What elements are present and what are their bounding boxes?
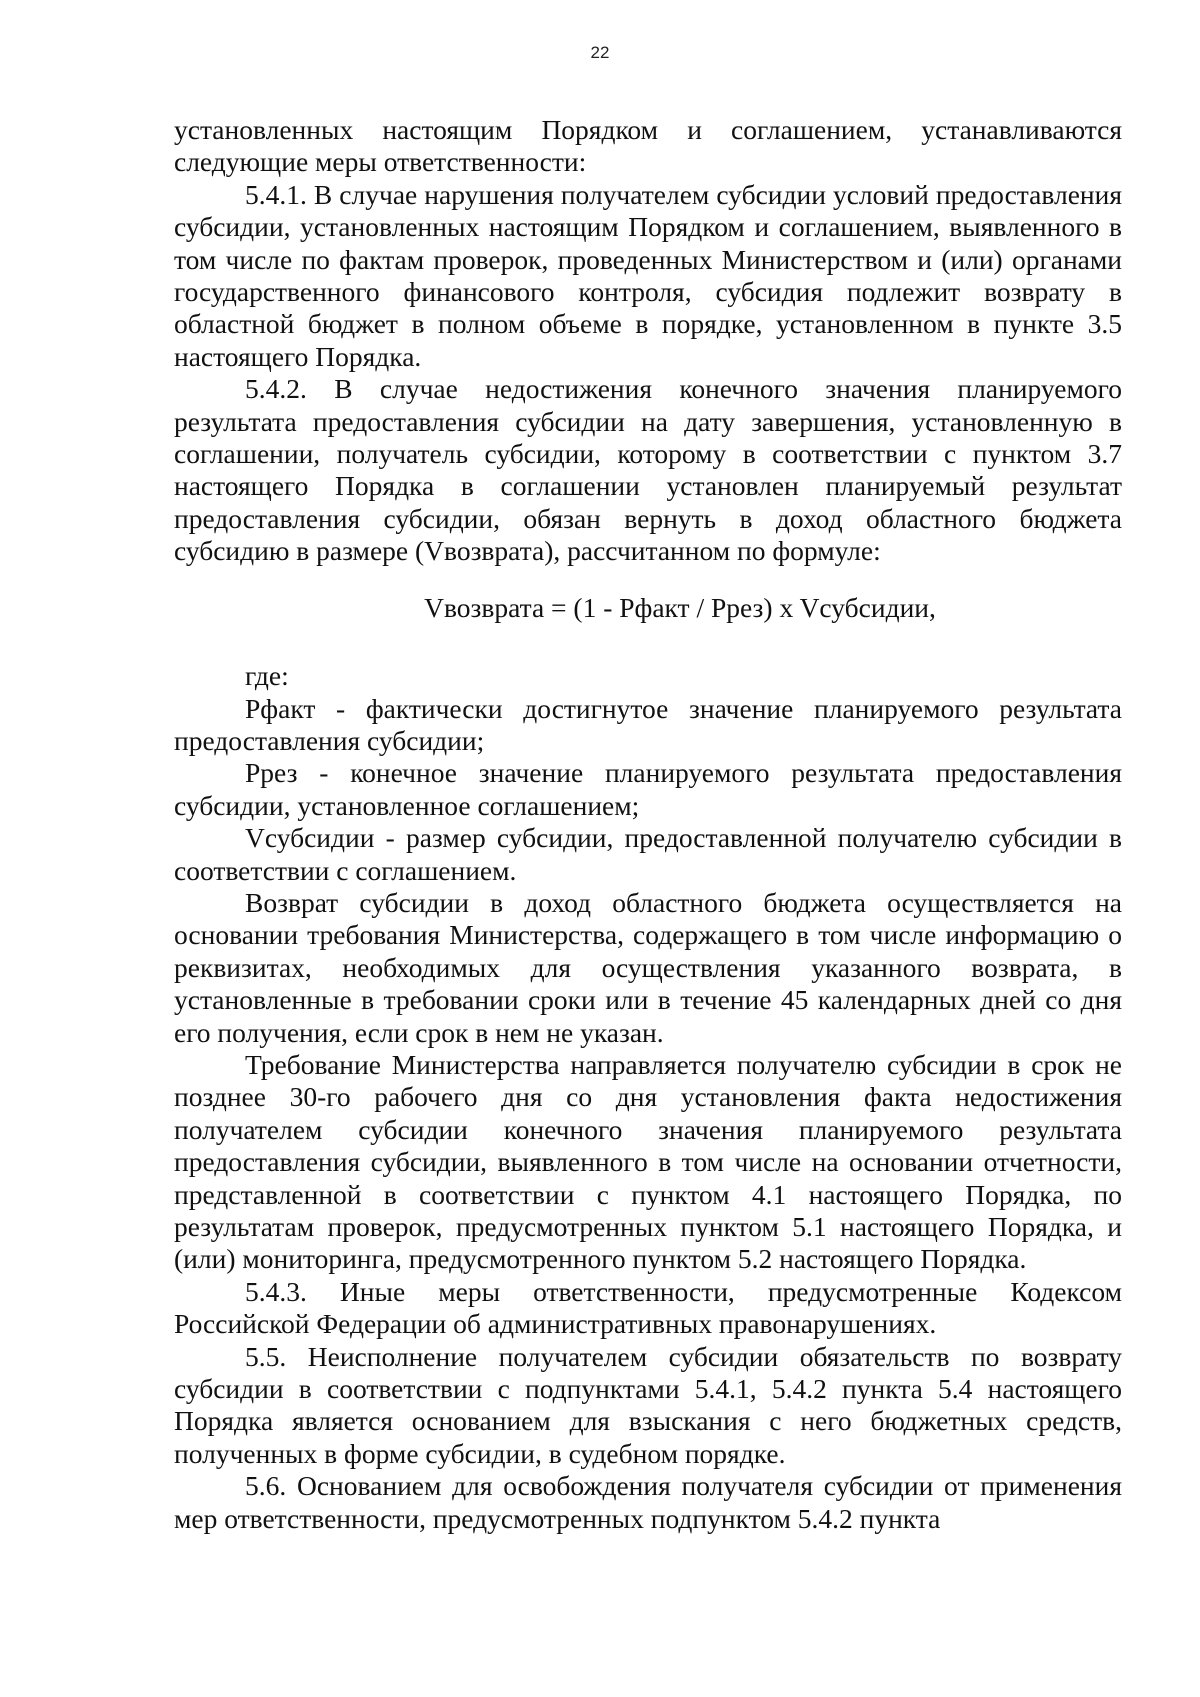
definition-p-rez: Pрез - конечное значение планируемого результата предоставления субсидии, установленное соглашением; — [174, 757, 1122, 821]
paragraph-5-6: 5.6. Основанием для освобождения получателя субсидии от применения мер ответственности, предусмотренных подпунктом 5.4.2 пункта — [174, 1470, 1122, 1534]
definition-p-fact: Pфакт - фактически достигнутое значение планируемого результата предоставления субсидии; — [174, 692, 1122, 756]
paragraph-5-5: 5.5. Неисполнение получателем субсидии обязательств по возврату субсидии в соответствии с подпунктами 5.4.1, 5.4.2 пункта 5.4 настоящего Порядка является основанием для взыскания с него бюджетных средств, полученных в форме субсидии, в судебном порядке. — [174, 1340, 1122, 1469]
paragraph-5-4-3: 5.4.3. Иные меры ответственности, предусмотренные Кодексом Российской Федерации об административных правонарушениях. — [174, 1275, 1122, 1340]
paragraph-5-4-1: 5.4.1. В случае нарушения получателем субсидии условий предоставления субсидии, установленных настоящим Порядком и соглашением, выявленного в том числе по фактам проверок, проведенных Министерством и (или) органами государственного финансового контроля, субсидия подлежит возврату в областной бюджет в полном объеме в порядке, установленном в пункте 3.5 настоящего Порядка. — [174, 178, 1122, 372]
page-number: 22 — [590, 43, 610, 62]
where-label: где: — [245, 660, 289, 692]
return-formula: Vвозврата = (1 - Pфакт / Pрез) x Vсубсидии, — [424, 591, 936, 623]
definition-v-subsidy: Vсубсидии - размер субсидии, предоставленной получателю субсидии в соответствии с соглашением. — [174, 822, 1122, 886]
paragraph-return-basis: Возврат субсидии в доход областного бюджета осуществляется на основании требования Министерства, содержащего в том числе информацию о реквизитах, необходимых для осуществления указанного возврата, в установленные в требовании сроки или в течение 45 календарных дней со дня его получения, если срок в нем не указан. — [174, 886, 1122, 1048]
paragraph-continuation: установленных настоящим Порядком и соглашением, устанавливаются следующие меры ответственности: — [174, 114, 1122, 178]
paragraph-5-4-2: 5.4.2. В случае недостижения конечного значения планируемого результата предоставления субсидии на дату завершения, установленную в соглашении, получатель субсидии, которому в соответствии с пунктом 3.7 настоящего Порядка в соглашении установлен планируемый результат предоставления субсидии, обязан вернуть в доход областного бюджета субсидию в размере (Vвозврата), рассчитанном по формуле: — [174, 373, 1122, 567]
paragraph-demand-deadline: Требование Министерства направляется получателю субсидии в срок не позднее 30-го рабочего дня со дня установления факта недостижения получателем субсидии конечного значения планируемого результата предоставления субсидии, выявленного в том числе на основании отчетности, представленной в соответствии с пунктом 4.1 настоящего Порядка, по результатам проверок, предусмотренных пунктом 5.1 настоящего Порядка, и (или) мониторинга, предусмотренного пунктом 5.2 настоящего Порядка. — [174, 1048, 1122, 1275]
document-body — [174, 114, 1122, 1535]
